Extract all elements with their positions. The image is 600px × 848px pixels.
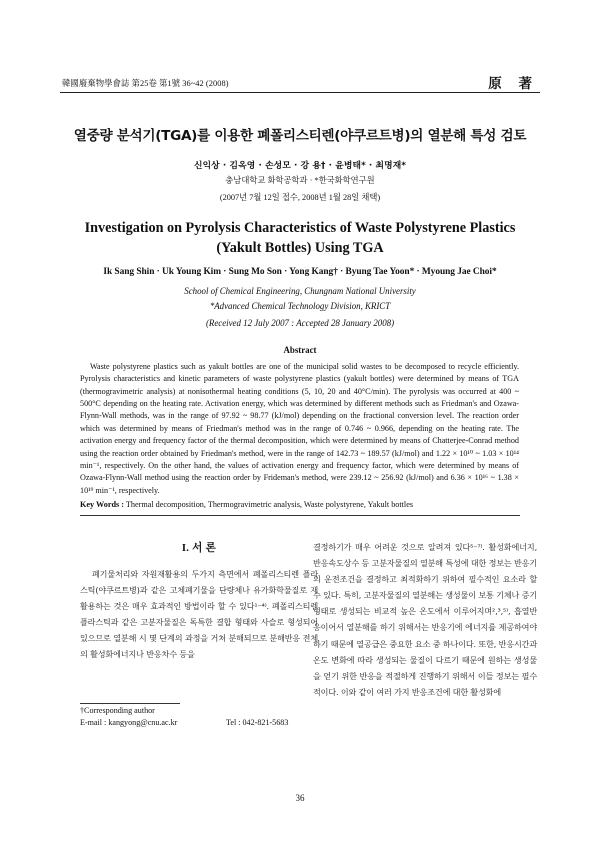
keywords-rule: [80, 515, 520, 516]
footnote-tel: Tel : 042-821-5683: [226, 718, 289, 727]
korean-received-date: (2007년 7월 12일 접수, 2008년 1월 28일 채택): [219, 193, 381, 202]
section-heading-introduction: I. 서 론: [181, 543, 217, 554]
korean-title: 열중량 분석기(TGA)를 이용한 폐폴리스티렌(야쿠르트병)의 열분해 특성 검토: [73, 128, 527, 144]
page-number: 36: [295, 793, 305, 803]
english-authors: Ik Sang Shin · Uk Young Kim · Sung Mo Son · Yong Kang† · Byung Tae Yoon* · Myoung Jae Choi*: [103, 267, 497, 277]
footnote-rule: [80, 703, 180, 704]
english-affiliation-1: School of Chemical Engineering, Chungnam National University: [184, 286, 416, 296]
english-title: Investigation on Pyrolysis Characteristics of Waste Polystyrene Plastics (Yakult Bottles) Using TGA: [84, 220, 516, 256]
english-affiliation-2: *Advanced Chemical Technology Division, KRICT: [209, 301, 391, 311]
keywords-text: Thermal decomposition, Thermogravimetric analysis, Waste polystyrene, Yakult bottles: [125, 500, 414, 509]
abstract-heading: Abstract: [283, 345, 317, 355]
footnote-email: E-mail : kangyong@cnu.ac.kr: [80, 718, 178, 727]
korean-affiliation: 충남대학교 화학공학과 · *한국화학연구원: [225, 176, 375, 185]
footnote-corresponding: †Corresponding author: [80, 706, 155, 715]
journal-citation: 韓國廢棄物學會誌 第25卷 第1號 36~42 (2008): [62, 79, 229, 88]
korean-authors: 신익상 · 김옥영 · 손성모 · 강 용† · 윤병태* · 최명재*: [193, 161, 407, 171]
intro-left-column: 폐기물처리와 자원재활용의 두가지 측면에서 폐폴리스티렌 플라스틱(야쿠르트병)과 같은 고체폐기물을 단량체나 유가화학물질로 재활용하는 것은 매우 효과적인 방법이라 할 수 있다¹⁻⁴⁾. 폐폴리스티렌 플라스틱과 같은 고분자물질은 독특한 결합 형태와 사슬로 형성되어 있으므로 열분해 시 몇 단계의 과정을 거쳐 분해되므로 분해반응 전체의 활성화에너지나 반응차수 등을: [80, 569, 318, 660]
english-received-date: (Received 12 July 2007 : Accepted 28 January 2008): [205, 318, 395, 328]
keywords-label: Key Words :: [80, 500, 124, 509]
header-rule: [60, 92, 540, 93]
intro-right-column: 결정하기가 매우 어려운 것으로 알려져 있다⁵⁻⁷⁾. 활성화에너지, 반응속도상수 등 고분자물질의 열분해 특성에 대한 정보는 반응기의 운전조건을 결정하고 최적화하기 위하여 필수적인 요소라 할 수 있다. 특히, 고분자물질의 열분해는 생성물이 보통 기체나 증기형태로 생성되는 비교적 높은 온도에서 이루어지며²,³,⁵⁾, 흡열반응이어서 열분해를 하기 위해서는 반응기에 에너지를 제공하여야 하기 때문에 열공급은 중요한 요소 중 하나이다. 또한, 반응시간과 온도 변화에 따라 생성되는 물질이 다르기 때문에 원하는 생성물을 얻기 위한 반응을 적절하게 진행하기 위해서 이들 정보는 필수적이다. 이와 같이 여러 가지 반응조건에 대한 활성화에: [313, 542, 538, 697]
section-tag: 原 著: [488, 76, 538, 92]
abstract-text: Waste polystyrene plastics such as yakult bottles are one of the municipal solid wastes to be decomposed to recycle efficiently. Pyrolysis characteristics and kinetic parameters of waste polystyrene plastics (yakult bottles) were determined by means of TGA (thermogravimetric analysis) at nonisothermal heating conditions (5, 10, 20 and 40°C/min). The pyrolysis was occurred at 400 ~ 500°C depending on the heating rate. Activation energy, which was determined by different methods such as Friedman's and Ozawa-Flynn-Wall methods, was in the range of 97.92 ~ 98.77 (kJ/mol) depending on the fractional conversion level. The reaction order which was determined by means of Friedman's method was in the range of 0.746 ~ 0.966, depending on the heating rate. The activation energy and frequency factor of the thermal decomposition, which were determined by means of Chatterjee-Conrad method using the reaction order obtained by Friedman's method, were in the range of 142.73 ~ 189.57 (kJ/mol) and 1.22 × 10¹⁰ ~ 1.03 × 10¹⁴ min⁻¹, respectively. On the other hand, the values of activation energy and frequency factor, which were determined by means of Ozawa-Flynn-Wall method using the reaction order by Frideman's method, were 239.12 ~ 256.92 (kJ/mol) and 6.36 × 10¹⁶ ~ 1.38 × 10¹⁹ min⁻¹, respectively.: [80, 362, 519, 495]
keywords: [80, 500, 520, 509]
footnote-contact: [80, 717, 300, 729]
